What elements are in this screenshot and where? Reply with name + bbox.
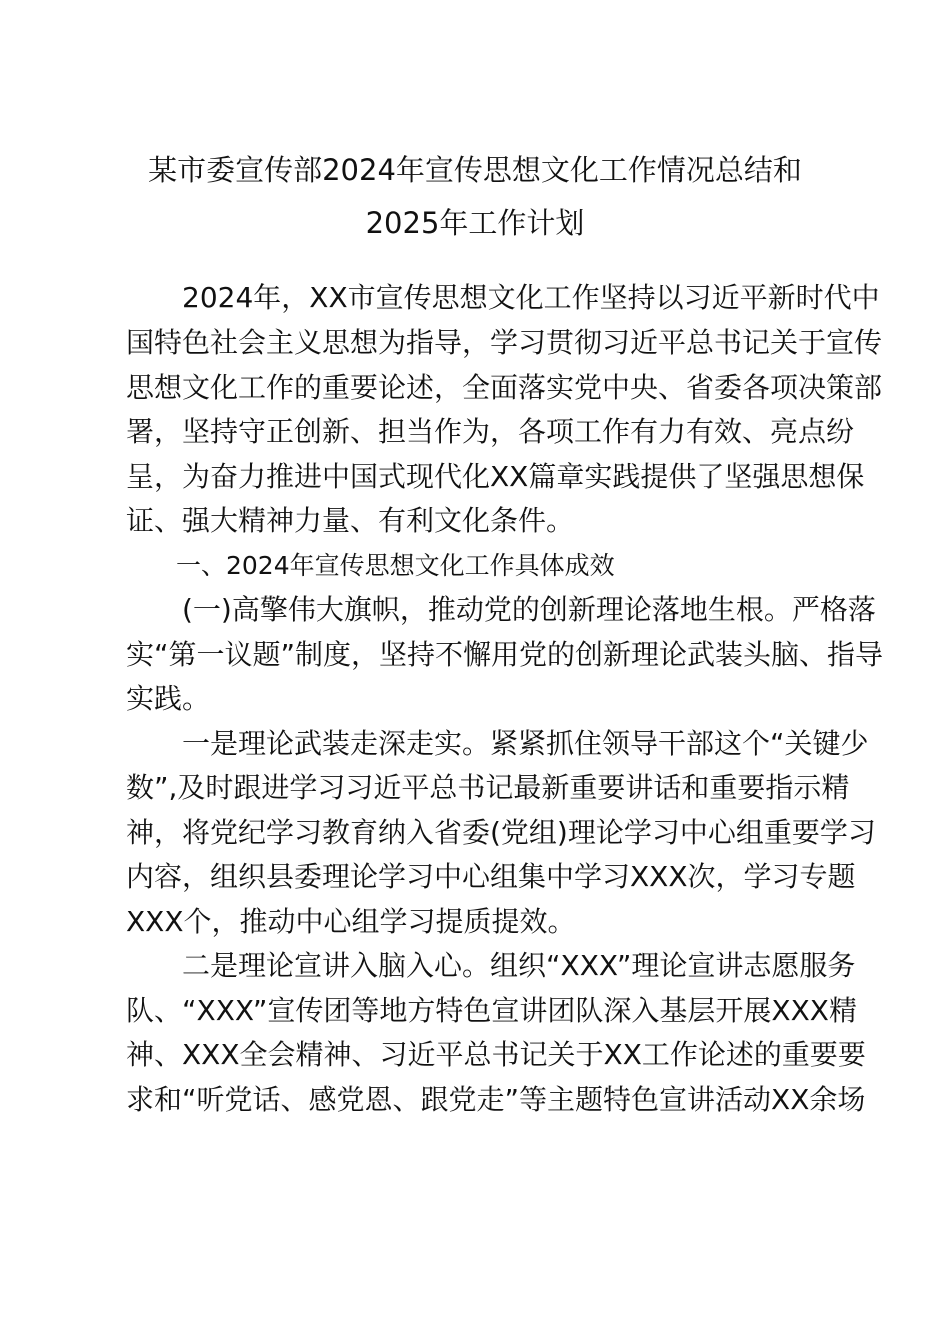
body-line: 署，坚持守正创新、担当作为，各项工作有力有效、亮点纷: [126, 415, 855, 448]
body-line: 神，将党纪学习教育纳入省委(党组)理论学习中心组重要学习: [126, 816, 876, 849]
body-line: 队、“XXX”宣传团等地方特色宣讲团队深入基层开展XXX精: [126, 994, 857, 1027]
document-title-line-1: 某市委宣传部2024年宣传思想文化工作情况总结和: [148, 153, 802, 187]
body-line: 国特色社会主义思想为指导，学习贯彻习近平总书记关于宣传: [126, 326, 883, 359]
body-line: 一是理论武装走深走实。紧紧抓住领导干部这个“关键少: [126, 727, 869, 760]
body-line: 内容，组织县委理论学习中心组集中学习XXX次，学习专题: [126, 860, 856, 893]
body-line: 实践。: [126, 682, 211, 715]
body-line: 神、XXX全会精神、习近平总书记关于XX工作论述的重要要: [126, 1038, 866, 1071]
body-line: 思想文化工作的重要论述，全面落实党中央、省委各项决策部: [126, 371, 883, 404]
document-title-line-2: 2025年工作计划: [365, 206, 585, 240]
body-line: 求和“听党话、感党恩、跟党走”等主题特色宣讲活动XX余场: [126, 1083, 866, 1116]
body-line: 二是理论宣讲入脑入心。组织“XXX”理论宣讲志愿服务: [126, 949, 856, 982]
body-line: (一)高擎伟大旗帜，推动党的创新理论落地生根。严格落: [126, 593, 876, 626]
body-line: 呈，为奋力推进中国式现代化XX篇章实践提供了坚强思想保: [126, 460, 865, 493]
body-line: 证、强大精神力量、有利文化条件。: [126, 504, 575, 537]
body-line: 2024年，XX市宣传思想文化工作坚持以习近平新时代中: [126, 281, 880, 314]
body-line: XXX个，推动中心组学习提质提效。: [126, 905, 576, 938]
section-heading: 一、2024年宣传思想文化工作具体成效: [126, 551, 615, 580]
body-line: 数”,及时跟进学习习近平总书记最新重要讲话和重要指示精: [126, 771, 850, 804]
body-line: 实“第一议题”制度，坚持不懈用党的创新理论武装头脑、指导: [126, 638, 884, 671]
